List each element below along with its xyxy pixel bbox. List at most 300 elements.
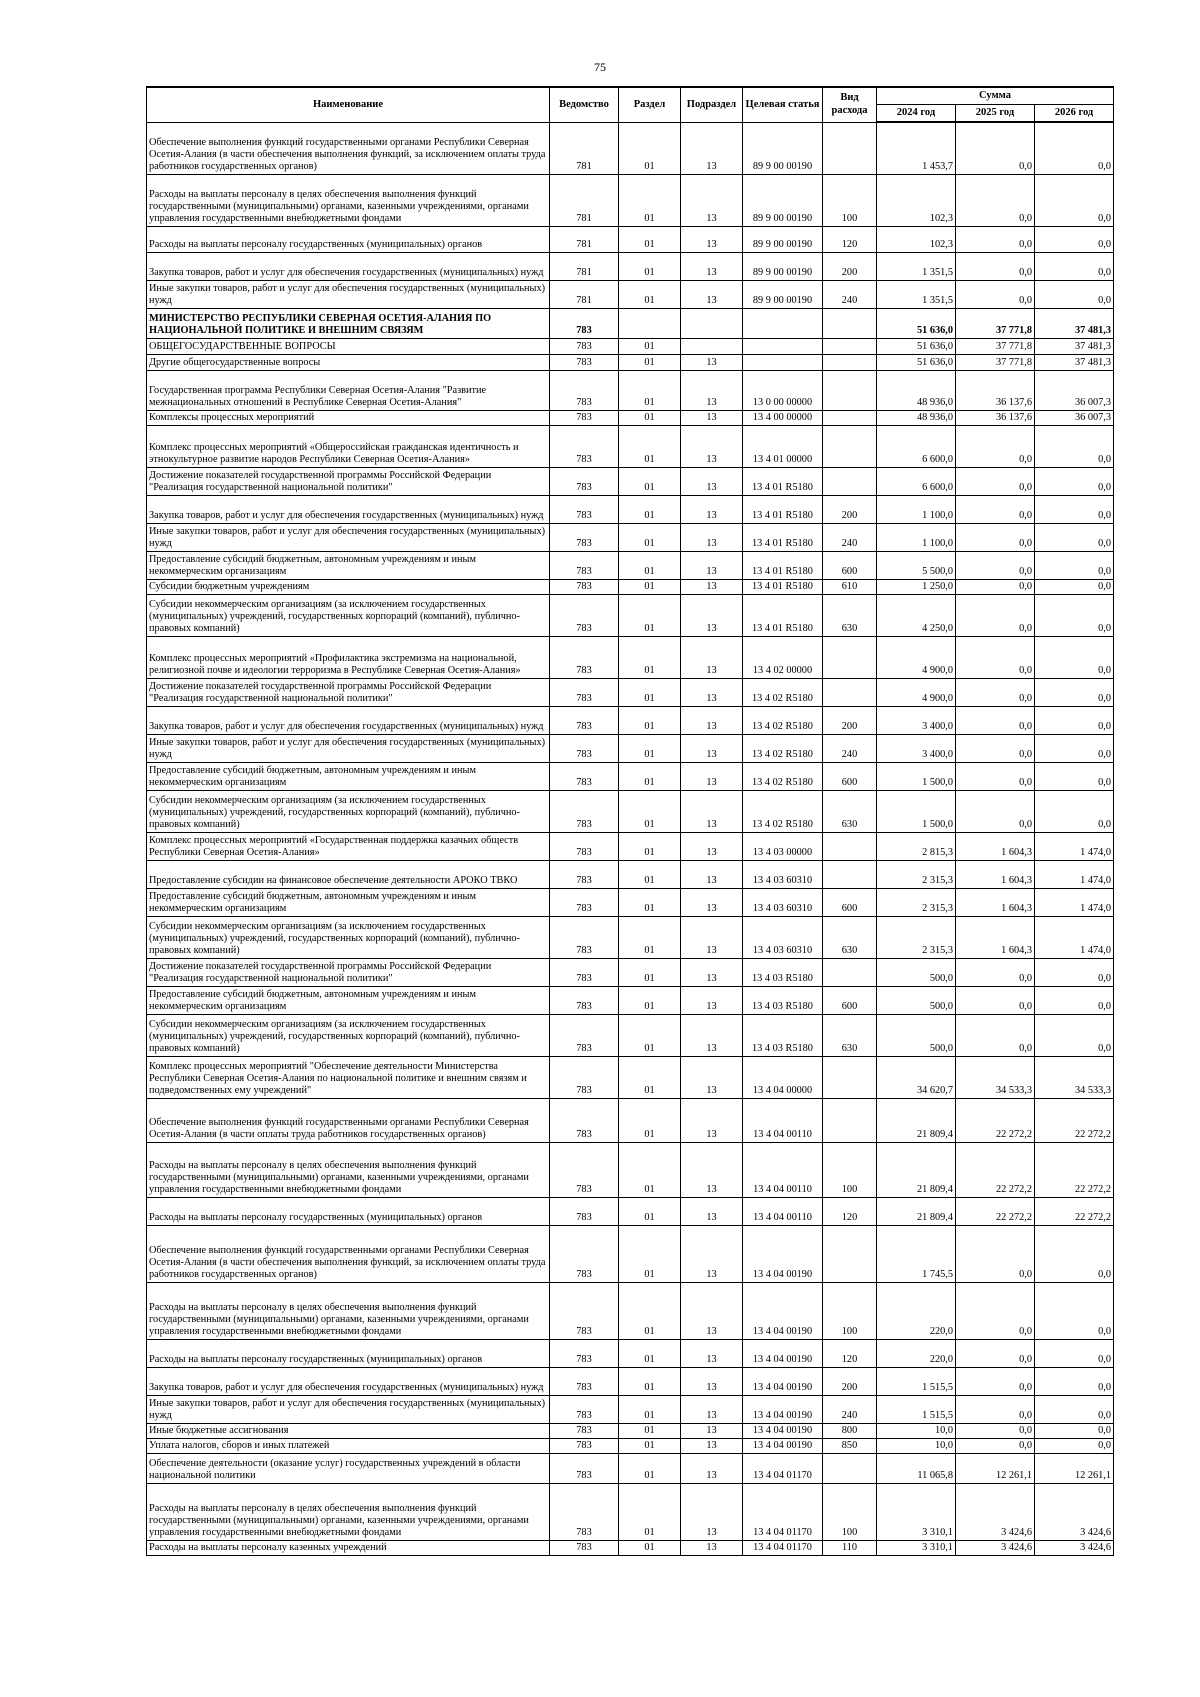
cell-name: Субсидии некоммерческим организациям (за исключением государственных (муниципальных) учреждений, государственных корпораций (компаний), публично-правовых компаний) (147, 790, 550, 832)
cell-target: 13 0 00 00000 (743, 370, 823, 410)
cell-name: Расходы на выплаты персоналу в целях обеспечения выполнения функций государственными (муниципальными) органами, казенными учреждениями, органами управления государственными внебюджетными фондами (147, 1142, 550, 1197)
cell-vid: 200 (823, 706, 877, 734)
cell-target: 89 9 00 00190 (743, 122, 823, 174)
cell-sum-2024: 2 315,3 (877, 888, 956, 916)
cell-name: Иные закупки товаров, работ и услуг для обеспечения государственных (муниципальных) нужд (147, 734, 550, 762)
cell-name: МИНИСТЕРСТВО РЕСПУБЛИКИ СЕВЕРНАЯ ОСЕТИЯ-АЛАНИЯ ПО НАЦИОНАЛЬНОЙ ПОЛИТИКЕ И ВНЕШНИМ СВЯЗЯМ (147, 308, 550, 338)
cell-target: 13 4 04 00190 (743, 1395, 823, 1423)
cell-podrazdel: 13 (681, 860, 743, 888)
cell-sum-2025: 0,0 (956, 986, 1035, 1014)
cell-sum-2026: 0,0 (1035, 636, 1114, 678)
table-row (147, 1483, 1114, 1540)
cell-target (743, 308, 823, 338)
cell-vedomstvo: 783 (550, 1483, 619, 1540)
cell-vid (823, 1056, 877, 1098)
cell-razdel: 01 (619, 636, 681, 678)
cell-sum-2026: 0,0 (1035, 1014, 1114, 1056)
cell-podrazdel: 13 (681, 280, 743, 308)
cell-sum-2026: 1 474,0 (1035, 916, 1114, 958)
cell-sum-2024: 3 310,1 (877, 1540, 956, 1555)
table-row (147, 1098, 1114, 1142)
cell-vedomstvo: 781 (550, 174, 619, 226)
cell-sum-2024: 21 809,4 (877, 1142, 956, 1197)
cell-target: 13 4 04 00190 (743, 1438, 823, 1453)
cell-sum-2024: 48 936,0 (877, 410, 956, 425)
cell-vid (823, 467, 877, 495)
cell-razdel: 01 (619, 1225, 681, 1282)
cell-name: Комплексы процессных мероприятий (147, 410, 550, 425)
cell-sum-2024: 2 315,3 (877, 860, 956, 888)
cell-podrazdel: 13 (681, 425, 743, 467)
cell-podrazdel: 13 (681, 1483, 743, 1540)
cell-vedomstvo: 783 (550, 1423, 619, 1438)
cell-name: Расходы на выплаты персоналу в целях обеспечения выполнения функций государственными (муниципальными) органами, казенными учреждениями, органами управления государственными внебюджетными фондами (147, 1282, 550, 1339)
cell-sum-2025: 0,0 (956, 467, 1035, 495)
cell-sum-2025: 0,0 (956, 551, 1035, 579)
cell-vedomstvo: 783 (550, 523, 619, 551)
cell-target: 13 4 04 00190 (743, 1282, 823, 1339)
cell-sum-2024: 1 745,5 (877, 1225, 956, 1282)
cell-sum-2025: 0,0 (956, 790, 1035, 832)
cell-sum-2026: 0,0 (1035, 986, 1114, 1014)
cell-sum-2024: 3 310,1 (877, 1483, 956, 1540)
cell-razdel: 01 (619, 1014, 681, 1056)
cell-target: 13 4 01 R5180 (743, 467, 823, 495)
cell-sum-2025: 1 604,3 (956, 888, 1035, 916)
cell-sum-2024: 1 351,5 (877, 280, 956, 308)
cell-podrazdel: 13 (681, 122, 743, 174)
cell-vid (823, 338, 877, 354)
table-row (147, 1197, 1114, 1225)
table-row (147, 174, 1114, 226)
cell-sum-2026: 1 474,0 (1035, 888, 1114, 916)
cell-vid: 630 (823, 790, 877, 832)
cell-podrazdel: 13 (681, 523, 743, 551)
cell-vedomstvo: 783 (550, 1540, 619, 1555)
cell-target: 13 4 04 01170 (743, 1483, 823, 1540)
cell-podrazdel: 13 (681, 226, 743, 252)
cell-vedomstvo: 783 (550, 986, 619, 1014)
cell-vid: 200 (823, 495, 877, 523)
cell-vid: 200 (823, 252, 877, 280)
cell-sum-2024: 1 250,0 (877, 579, 956, 594)
table-row (147, 252, 1114, 280)
cell-name: Субсидии некоммерческим организациям (за исключением государственных (муниципальных) учреждений, государственных корпораций (компаний), публично-правовых компаний) (147, 916, 550, 958)
cell-sum-2025: 36 137,6 (956, 410, 1035, 425)
cell-razdel (619, 308, 681, 338)
cell-sum-2026: 0,0 (1035, 579, 1114, 594)
cell-name: Обеспечение выполнения функций государственными органами Республики Северная Осетия-Алания (в части оплаты труда работников государственных органов) (147, 1098, 550, 1142)
cell-target: 89 9 00 00190 (743, 280, 823, 308)
cell-vedomstvo: 783 (550, 832, 619, 860)
cell-vedomstvo: 781 (550, 122, 619, 174)
cell-name: Обеспечение деятельности (оказание услуг) государственных учреждений в области национальной политики (147, 1453, 550, 1483)
cell-vid: 600 (823, 762, 877, 790)
cell-vid: 120 (823, 226, 877, 252)
cell-sum-2024: 1 100,0 (877, 495, 956, 523)
table-row (147, 1142, 1114, 1197)
cell-sum-2025: 37 771,8 (956, 308, 1035, 338)
cell-sum-2026: 0,0 (1035, 958, 1114, 986)
table-row (147, 122, 1114, 174)
cell-sum-2025: 3 424,6 (956, 1483, 1035, 1540)
cell-vid: 240 (823, 734, 877, 762)
cell-vedomstvo: 783 (550, 370, 619, 410)
cell-razdel: 01 (619, 958, 681, 986)
cell-podrazdel: 13 (681, 1423, 743, 1438)
header-vedomstvo: Ведомство (550, 87, 619, 122)
cell-razdel: 01 (619, 1142, 681, 1197)
cell-target: 13 4 01 R5180 (743, 551, 823, 579)
cell-sum-2026: 36 007,3 (1035, 410, 1114, 425)
cell-sum-2025: 0,0 (956, 1367, 1035, 1395)
cell-sum-2026: 0,0 (1035, 122, 1114, 174)
cell-vid (823, 1098, 877, 1142)
table-row (147, 1282, 1114, 1339)
cell-razdel: 01 (619, 551, 681, 579)
table-row (147, 636, 1114, 678)
cell-target: 13 4 03 00000 (743, 832, 823, 860)
cell-target (743, 338, 823, 354)
cell-name: Обеспечение выполнения функций государственными органами Республики Северная Осетия-Алания (в части обеспечения выполнения функций, за исключением оплаты труда работников государственных органов) (147, 122, 550, 174)
table-row (147, 1395, 1114, 1423)
cell-vedomstvo: 783 (550, 1197, 619, 1225)
table-row (147, 762, 1114, 790)
table-row (147, 551, 1114, 579)
cell-vedomstvo: 783 (550, 1142, 619, 1197)
cell-vedomstvo: 783 (550, 860, 619, 888)
cell-podrazdel: 13 (681, 579, 743, 594)
cell-sum-2026: 0,0 (1035, 226, 1114, 252)
cell-vedomstvo: 783 (550, 425, 619, 467)
table-row (147, 790, 1114, 832)
cell-podrazdel: 13 (681, 551, 743, 579)
cell-sum-2024: 51 636,0 (877, 338, 956, 354)
header-vid: Вид расхода (823, 87, 877, 122)
cell-vedomstvo: 783 (550, 551, 619, 579)
cell-sum-2024: 1 500,0 (877, 762, 956, 790)
cell-vid (823, 425, 877, 467)
cell-sum-2024: 3 400,0 (877, 734, 956, 762)
cell-sum-2024: 6 600,0 (877, 425, 956, 467)
cell-name: Уплата налогов, сборов и иных платежей (147, 1438, 550, 1453)
cell-vedomstvo: 783 (550, 1056, 619, 1098)
cell-name: Иные закупки товаров, работ и услуг для обеспечения государственных (муниципальных) нужд (147, 1395, 550, 1423)
cell-sum-2025: 0,0 (956, 1339, 1035, 1367)
cell-razdel: 01 (619, 1339, 681, 1367)
cell-name: Иные закупки товаров, работ и услуг для обеспечения государственных (муниципальных) нужд (147, 523, 550, 551)
cell-vid (823, 832, 877, 860)
cell-razdel: 01 (619, 354, 681, 370)
cell-vid (823, 678, 877, 706)
cell-sum-2024: 1 351,5 (877, 252, 956, 280)
cell-target: 13 4 03 R5180 (743, 1014, 823, 1056)
cell-podrazdel: 13 (681, 790, 743, 832)
cell-podrazdel: 13 (681, 354, 743, 370)
cell-target: 13 4 04 01170 (743, 1540, 823, 1555)
cell-sum-2025: 1 604,3 (956, 860, 1035, 888)
cell-razdel: 01 (619, 706, 681, 734)
cell-name: Комплекс процессных мероприятий «Профилактика экстремизма на национальной, религиозной почве и идеологии терроризма в Республике Северная Осетия-Алания» (147, 636, 550, 678)
cell-podrazdel: 13 (681, 762, 743, 790)
cell-name: Комплекс процессных мероприятий "Обеспечение деятельности Министерства Республики Северная Осетия-Алания по национальной политике и внешним связям и подведомственных ему учреждений" (147, 1056, 550, 1098)
cell-vid: 100 (823, 1483, 877, 1540)
cell-vid (823, 860, 877, 888)
cell-sum-2026: 37 481,3 (1035, 308, 1114, 338)
cell-sum-2025: 0,0 (956, 1225, 1035, 1282)
cell-vedomstvo: 783 (550, 762, 619, 790)
cell-sum-2026: 0,0 (1035, 280, 1114, 308)
cell-sum-2026: 37 481,3 (1035, 354, 1114, 370)
cell-name: Закупка товаров, работ и услуг для обеспечения государственных (муниципальных) нужд (147, 495, 550, 523)
cell-sum-2025: 0,0 (956, 762, 1035, 790)
cell-vedomstvo: 783 (550, 1098, 619, 1142)
cell-razdel: 01 (619, 762, 681, 790)
cell-razdel: 01 (619, 1282, 681, 1339)
cell-target: 13 4 02 R5180 (743, 706, 823, 734)
cell-target: 13 4 02 R5180 (743, 790, 823, 832)
table-row (147, 308, 1114, 338)
cell-name: Достижение показателей государственной программы Российской Федерации "Реализация государственной национальной политики" (147, 467, 550, 495)
cell-sum-2025: 0,0 (956, 734, 1035, 762)
cell-sum-2024: 1 515,5 (877, 1367, 956, 1395)
cell-target: 13 4 02 00000 (743, 636, 823, 678)
cell-sum-2024: 4 900,0 (877, 678, 956, 706)
cell-sum-2025: 0,0 (956, 174, 1035, 226)
cell-name: Закупка товаров, работ и услуг для обеспечения государственных (муниципальных) нужд (147, 252, 550, 280)
cell-vedomstvo: 781 (550, 226, 619, 252)
cell-sum-2026: 22 272,2 (1035, 1098, 1114, 1142)
table-row (147, 1014, 1114, 1056)
cell-sum-2024: 10,0 (877, 1423, 956, 1438)
cell-vedomstvo: 783 (550, 790, 619, 832)
cell-target: 13 4 04 00110 (743, 1142, 823, 1197)
cell-sum-2024: 4 250,0 (877, 594, 956, 636)
cell-name: Государственная программа Республики Северная Осетия-Алания "Развитие межнациональных отношений в Республике Северная Осетия-Алания" (147, 370, 550, 410)
cell-target: 13 4 04 00110 (743, 1098, 823, 1142)
budget-table (146, 86, 1114, 1556)
cell-sum-2026: 37 481,3 (1035, 338, 1114, 354)
cell-podrazdel (681, 338, 743, 354)
cell-vedomstvo: 783 (550, 1438, 619, 1453)
cell-razdel: 01 (619, 734, 681, 762)
cell-podrazdel: 13 (681, 706, 743, 734)
table-row (147, 280, 1114, 308)
cell-sum-2026: 0,0 (1035, 1282, 1114, 1339)
table-row (147, 832, 1114, 860)
cell-name: Расходы на выплаты персоналу в целях обеспечения выполнения функций государственными (муниципальными) органами, казенными учреждениями, органами управления государственными внебюджетными фондами (147, 1483, 550, 1540)
table-row (147, 410, 1114, 425)
cell-sum-2025: 0,0 (956, 122, 1035, 174)
cell-sum-2024: 51 636,0 (877, 354, 956, 370)
cell-sum-2026: 0,0 (1035, 252, 1114, 280)
cell-target: 13 4 02 R5180 (743, 678, 823, 706)
cell-vid (823, 410, 877, 425)
cell-sum-2025: 22 272,2 (956, 1197, 1035, 1225)
cell-vid (823, 636, 877, 678)
cell-target: 13 4 01 R5180 (743, 579, 823, 594)
cell-sum-2024: 500,0 (877, 986, 956, 1014)
cell-podrazdel: 13 (681, 1540, 743, 1555)
cell-sum-2025: 0,0 (956, 523, 1035, 551)
cell-vedomstvo: 783 (550, 678, 619, 706)
cell-razdel: 01 (619, 1367, 681, 1395)
cell-sum-2026: 34 533,3 (1035, 1056, 1114, 1098)
cell-razdel: 01 (619, 1540, 681, 1555)
cell-podrazdel: 13 (681, 678, 743, 706)
cell-podrazdel: 13 (681, 410, 743, 425)
cell-vid: 610 (823, 579, 877, 594)
cell-podrazdel: 13 (681, 1098, 743, 1142)
cell-sum-2025: 1 604,3 (956, 832, 1035, 860)
cell-name: Расходы на выплаты персоналу государственных (муниципальных) органов (147, 226, 550, 252)
cell-vid (823, 370, 877, 410)
cell-target: 13 4 04 00190 (743, 1225, 823, 1282)
cell-vid: 240 (823, 280, 877, 308)
cell-sum-2024: 1 453,7 (877, 122, 956, 174)
cell-target: 13 4 01 R5180 (743, 523, 823, 551)
cell-sum-2025: 0,0 (956, 1014, 1035, 1056)
cell-vedomstvo: 783 (550, 1367, 619, 1395)
cell-sum-2024: 102,3 (877, 174, 956, 226)
table-row (147, 354, 1114, 370)
cell-sum-2026: 0,0 (1035, 734, 1114, 762)
cell-sum-2025: 12 261,1 (956, 1453, 1035, 1483)
table-row (147, 1225, 1114, 1282)
cell-name: Расходы на выплаты персоналу казенных учреждений (147, 1540, 550, 1555)
cell-vid (823, 1225, 877, 1282)
cell-vedomstvo: 783 (550, 1339, 619, 1367)
cell-sum-2025: 0,0 (956, 226, 1035, 252)
cell-razdel: 01 (619, 370, 681, 410)
cell-vid: 630 (823, 594, 877, 636)
cell-vedomstvo: 783 (550, 1282, 619, 1339)
cell-name: Предоставление субсидий бюджетным, автономным учреждениям и иным некоммерческим организациям (147, 986, 550, 1014)
cell-target: 13 4 04 00190 (743, 1367, 823, 1395)
cell-target: 13 4 04 00110 (743, 1197, 823, 1225)
cell-razdel: 01 (619, 1056, 681, 1098)
cell-vedomstvo: 783 (550, 410, 619, 425)
cell-sum-2024: 21 809,4 (877, 1098, 956, 1142)
table-row (147, 523, 1114, 551)
cell-vid: 600 (823, 888, 877, 916)
cell-target: 89 9 00 00190 (743, 174, 823, 226)
cell-sum-2025: 0,0 (956, 425, 1035, 467)
cell-name: Субсидии некоммерческим организациям (за исключением государственных (муниципальных) учреждений, государственных корпораций (компаний), публично-правовых компаний) (147, 594, 550, 636)
cell-name: Другие общегосударственные вопросы (147, 354, 550, 370)
cell-podrazdel: 13 (681, 636, 743, 678)
cell-name: Предоставление субсидий бюджетным, автономным учреждениям и иным некоммерческим организациям (147, 888, 550, 916)
cell-sum-2026: 0,0 (1035, 425, 1114, 467)
cell-target: 13 4 02 R5180 (743, 734, 823, 762)
cell-target: 89 9 00 00190 (743, 226, 823, 252)
cell-vid: 800 (823, 1423, 877, 1438)
cell-sum-2025: 3 424,6 (956, 1540, 1035, 1555)
cell-sum-2025: 0,0 (956, 495, 1035, 523)
cell-razdel: 01 (619, 1438, 681, 1453)
cell-razdel: 01 (619, 226, 681, 252)
cell-vid: 240 (823, 1395, 877, 1423)
cell-target: 13 4 04 01170 (743, 1453, 823, 1483)
header-razdel: Раздел (619, 87, 681, 122)
cell-sum-2025: 37 771,8 (956, 338, 1035, 354)
cell-name: ОБЩЕГОСУДАРСТВЕННЫЕ ВОПРОСЫ (147, 338, 550, 354)
table-row (147, 338, 1114, 354)
table-row (147, 986, 1114, 1014)
cell-sum-2024: 220,0 (877, 1282, 956, 1339)
cell-name: Комплекс процессных мероприятий «Государственная поддержка казачьих обществ Республики Северная Осетия-Алания» (147, 832, 550, 860)
cell-sum-2025: 0,0 (956, 252, 1035, 280)
cell-sum-2026: 0,0 (1035, 551, 1114, 579)
cell-target: 13 4 03 60310 (743, 888, 823, 916)
cell-sum-2026: 0,0 (1035, 1225, 1114, 1282)
cell-podrazdel: 13 (681, 734, 743, 762)
cell-razdel: 01 (619, 252, 681, 280)
cell-razdel: 01 (619, 860, 681, 888)
cell-sum-2025: 0,0 (956, 594, 1035, 636)
cell-sum-2026: 0,0 (1035, 174, 1114, 226)
table-row (147, 734, 1114, 762)
cell-razdel: 01 (619, 523, 681, 551)
cell-razdel: 01 (619, 790, 681, 832)
cell-name: Субсидии некоммерческим организациям (за исключением государственных (муниципальных) учреждений, государственных корпораций (компаний), публично-правовых компаний) (147, 1014, 550, 1056)
cell-podrazdel: 13 (681, 370, 743, 410)
table-header (147, 87, 1114, 122)
cell-sum-2025: 0,0 (956, 1423, 1035, 1438)
cell-podrazdel: 13 (681, 916, 743, 958)
cell-vedomstvo: 783 (550, 594, 619, 636)
cell-razdel: 01 (619, 467, 681, 495)
cell-podrazdel: 13 (681, 1142, 743, 1197)
table-row (147, 1339, 1114, 1367)
cell-vedomstvo: 783 (550, 495, 619, 523)
cell-name: Достижение показателей государственной программы Российской Федерации "Реализация государственной национальной политики" (147, 958, 550, 986)
cell-sum-2026: 1 474,0 (1035, 832, 1114, 860)
cell-sum-2024: 3 400,0 (877, 706, 956, 734)
cell-name: Субсидии бюджетным учреждениям (147, 579, 550, 594)
cell-podrazdel: 13 (681, 594, 743, 636)
table-row (147, 594, 1114, 636)
table-row (147, 1056, 1114, 1098)
cell-razdel: 01 (619, 174, 681, 226)
table-row (147, 1453, 1114, 1483)
table-row (147, 1423, 1114, 1438)
table-row (147, 888, 1114, 916)
header-2025: 2025 год (956, 105, 1035, 123)
table-row (147, 916, 1114, 958)
cell-sum-2025: 36 137,6 (956, 370, 1035, 410)
cell-razdel: 01 (619, 410, 681, 425)
cell-razdel: 01 (619, 916, 681, 958)
cell-sum-2025: 0,0 (956, 1395, 1035, 1423)
cell-podrazdel: 13 (681, 1197, 743, 1225)
table-row (147, 860, 1114, 888)
cell-sum-2025: 0,0 (956, 678, 1035, 706)
cell-razdel: 01 (619, 1197, 681, 1225)
cell-sum-2024: 1 500,0 (877, 790, 956, 832)
cell-sum-2026: 0,0 (1035, 1423, 1114, 1438)
cell-sum-2025: 0,0 (956, 636, 1035, 678)
table-row (147, 370, 1114, 410)
cell-vedomstvo: 783 (550, 636, 619, 678)
cell-vedomstvo: 783 (550, 734, 619, 762)
cell-vid: 100 (823, 1142, 877, 1197)
cell-sum-2024: 11 065,8 (877, 1453, 956, 1483)
cell-podrazdel: 13 (681, 1367, 743, 1395)
cell-podrazdel: 13 (681, 1282, 743, 1339)
cell-sum-2024: 21 809,4 (877, 1197, 956, 1225)
cell-target: 13 4 04 00000 (743, 1056, 823, 1098)
